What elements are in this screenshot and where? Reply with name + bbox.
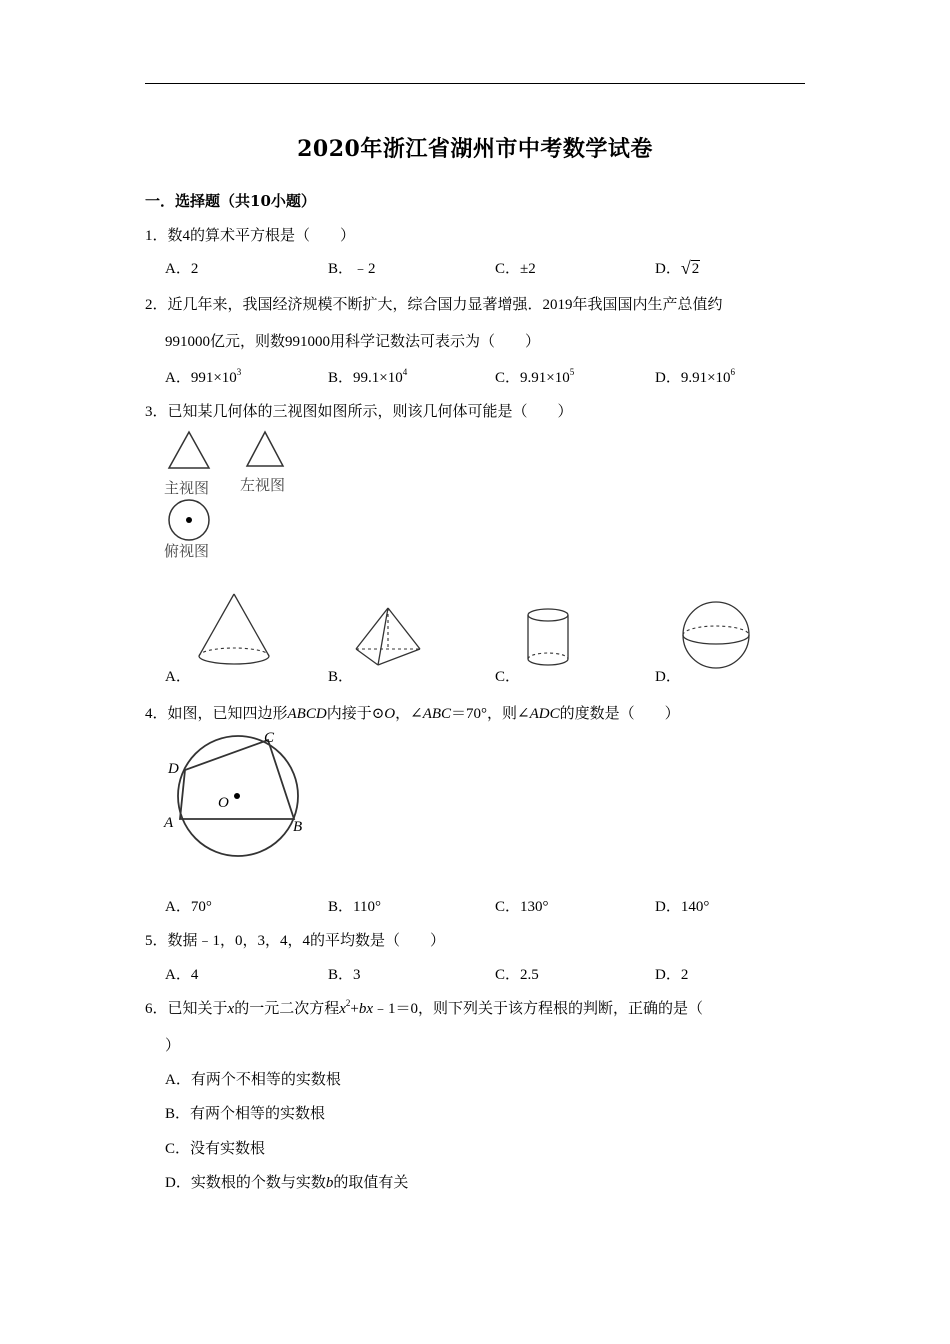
question-2-stem-line1: 2．近几年来，我国经济规模不断扩大，综合国力显著增强．2019年我国国内生产总值约 <box>145 297 723 313</box>
top-view-label: 俯视图 <box>164 542 210 560</box>
q4-stem-abcd: ABCD <box>287 706 327 722</box>
q4-stem-part5: 的度数是（ ） <box>559 706 680 722</box>
q4-stem-part3: ，∠ <box>395 706 423 722</box>
q3-option-d: D． <box>655 669 681 685</box>
q2-option-c <box>495 366 574 387</box>
cone-figure <box>195 590 275 672</box>
q2-option-d-base: D．9.91×10 <box>655 370 731 386</box>
left-view-triangle <box>243 430 293 470</box>
q6-option-b: B．有两个相等的实数根 <box>165 1106 326 1122</box>
q2-option-d-exp: 6 <box>730 367 736 377</box>
question-5-stem: 5．数据﹣1，0，3，4，4的平均数是（ ） <box>145 933 446 949</box>
front-view-label: 主视图 <box>164 479 210 497</box>
q5-option-b: B．3 <box>328 967 361 983</box>
q3-option-a: A． <box>165 669 191 685</box>
q4-stem-part4: ＝70°，则∠ <box>451 706 530 722</box>
pyramid-figure <box>352 605 424 671</box>
point-B-label: B <box>293 819 303 835</box>
q3-option-c: C． <box>495 669 521 685</box>
q6-eq-plus: + <box>350 1001 359 1017</box>
q4-option-a: A．70° <box>165 899 212 915</box>
q4-option-c: C．130° <box>495 899 549 915</box>
sqrt-sign-icon: √ <box>680 258 691 278</box>
q2-option-a-base: A．991×10 <box>165 370 237 386</box>
q2-option-c-base: C．9.91×10 <box>495 370 570 386</box>
question-6-stem-line1 <box>145 997 703 1018</box>
q1-option-d-prefix: D． <box>655 261 681 277</box>
question-3-stem: 3．已知某几何体的三视图如图所示，则该几何体可能是（ ） <box>145 404 573 420</box>
q6-option-d <box>165 1171 408 1192</box>
q2-option-b-exp: 4 <box>402 367 408 377</box>
q6-eq-exp: 2 <box>345 998 351 1008</box>
q6-option-c: C．没有实数根 <box>165 1141 266 1157</box>
q4-stem-o: O <box>384 706 396 722</box>
q6-eq-bx: bx <box>358 1001 374 1017</box>
q2-option-c-exp: 5 <box>569 367 575 377</box>
q2-option-b <box>328 366 407 387</box>
question-6-stem-line2: ） <box>165 1038 181 1054</box>
cylinder-figure <box>525 605 575 669</box>
q4-stem-part2: 内接于⊙ <box>326 706 385 722</box>
q1-option-a: A．2 <box>165 261 199 277</box>
point-O-label: O <box>218 795 229 811</box>
left-view-label: 左视图 <box>240 476 286 494</box>
top-view-circle <box>167 498 217 544</box>
inscribed-quadrilateral-figure <box>160 728 320 863</box>
q5-option-c: C．2.5 <box>495 967 539 983</box>
q6-option-d-part2: 的取值有关 <box>333 1175 409 1191</box>
q6-option-a: A．有两个不相等的实数根 <box>165 1072 341 1088</box>
q2-option-a-exp: 3 <box>236 367 242 377</box>
q4-stem-part1: 4．如图，已知四边形 <box>145 706 288 722</box>
q1-option-b: B．﹣2 <box>328 261 376 277</box>
question-2-stem-line2: 991000亿元，则数991000用科学记数法可表示为（ ） <box>165 334 541 350</box>
q4-option-b: B．110° <box>328 899 381 915</box>
q6-eq-x: x <box>339 1001 346 1017</box>
q6-option-d-b: b <box>325 1175 334 1191</box>
q5-option-d: D．2 <box>655 967 689 983</box>
q5-option-a: A．4 <box>165 967 199 983</box>
q6-stem-part1: 6．已知关于 <box>145 1001 228 1017</box>
section-heading: 一．选择题（共10小题） <box>145 192 316 210</box>
q6-stem-part2: 的一元二次方程 <box>234 1001 340 1017</box>
q4-stem-abc: ABC <box>422 706 452 722</box>
q6-option-d-part1: D．实数根的个数与实数 <box>165 1175 326 1191</box>
q4-option-d: D．140° <box>655 899 710 915</box>
q1-option-c: C．±2 <box>495 261 536 277</box>
q2-option-a <box>165 366 241 387</box>
q1-option-d-radicand: 2 <box>691 261 700 277</box>
q1-option-d <box>655 257 700 278</box>
point-D-label: D <box>168 761 179 777</box>
header-rule <box>145 83 805 84</box>
question-1-stem: 1．数4的算术平方根是（ ） <box>145 228 356 244</box>
q6-stem-x: x <box>227 1001 235 1017</box>
q2-option-d <box>655 366 735 387</box>
question-4-stem <box>145 702 680 723</box>
point-A-label: A <box>164 815 174 831</box>
sphere-figure <box>680 600 754 672</box>
q3-option-b: B． <box>328 669 354 685</box>
q6-stem-part3: ﹣1＝0，则下列关于该方程根的判断，正确的是（ <box>373 1001 704 1017</box>
point-C-label: C <box>264 730 275 746</box>
front-view-triangle <box>165 430 225 472</box>
q4-stem-adc: ADC <box>529 706 560 722</box>
q2-option-b-base: B．99.1×10 <box>328 370 403 386</box>
page-title: 2020年浙江省湖州市中考数学试卷 <box>297 136 653 162</box>
